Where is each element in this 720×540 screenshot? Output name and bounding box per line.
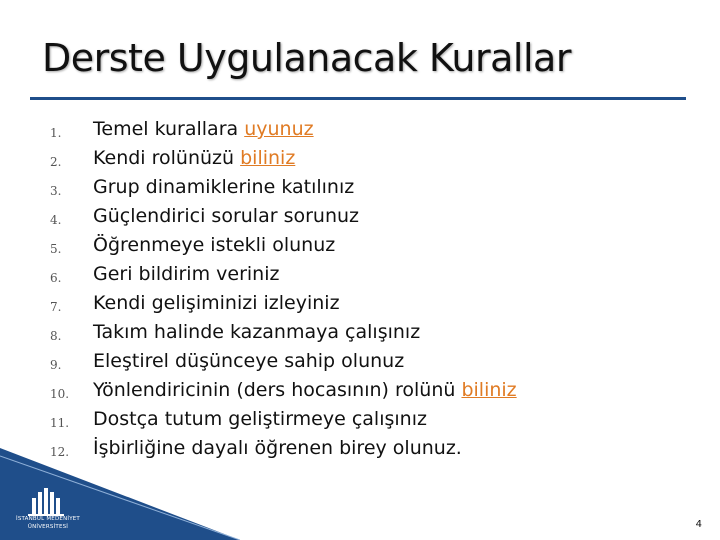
list-item-text [93, 147, 295, 169]
list-item-link[interactable]: biliniz [240, 147, 296, 169]
list-item [0, 379, 720, 408]
page-number: 4 [695, 519, 702, 530]
list-item-text [93, 234, 335, 256]
list-item-text [93, 292, 340, 314]
list-item [0, 408, 720, 437]
list-item-label: Güçlendirici sorular sorunuz [93, 205, 359, 227]
logo-text-line1: İSTANBUL MEDENİYET [16, 516, 80, 522]
list-item-number: 7. [50, 300, 62, 314]
list-item-label: Geri bildirim veriniz [93, 263, 280, 285]
list-item-number: 10. [50, 387, 70, 401]
list-item [0, 292, 720, 321]
list-item [0, 234, 720, 263]
list-item-number: 6. [50, 271, 62, 285]
list-item [0, 350, 720, 379]
list-item-text [93, 263, 279, 285]
list-item-label: Takım halinde kazanmaya çalışınız [93, 321, 421, 343]
list-item-number: 9. [50, 358, 62, 372]
list-item-text [93, 176, 354, 198]
list-item-number: 8. [50, 329, 62, 343]
slide-title: Derste Uygulanacak Kurallar [42, 36, 571, 80]
logo-columns-icon [8, 488, 88, 516]
list-item-number: 5. [50, 242, 62, 256]
list-item-label: Yönlendiricinin (ders hocasının) rolünü [93, 379, 462, 401]
list-item [0, 147, 720, 176]
logo-text-line2: ÜNİVERSİTESİ [27, 524, 69, 530]
list-item-label: İşbirliğine dayalı öğrenen birey olunuz. [93, 437, 462, 459]
list-item-text [93, 205, 359, 227]
list-item-label: Öğrenmeye istekli olunuz [93, 234, 336, 256]
list-item-text [93, 379, 517, 401]
list-item-text [93, 118, 314, 140]
list-item-text [93, 408, 427, 430]
list-item-link[interactable]: uyunuz [244, 118, 314, 140]
list-item [0, 205, 720, 234]
list-item [0, 263, 720, 292]
list-item-number: 1. [50, 126, 62, 140]
list-item-label: Grup dinamiklerine katılınız [93, 176, 355, 198]
university-logo [8, 488, 88, 530]
list-item [0, 176, 720, 205]
list-item [0, 321, 720, 350]
list-item-number: 2. [50, 155, 62, 169]
list-item-label: Kendi rolünüzü [93, 147, 241, 169]
list-item-label: Temel kurallara [93, 118, 245, 140]
list-item-link[interactable]: biliniz [461, 379, 517, 401]
list-item-text [93, 321, 420, 343]
list-item-number: 12. [50, 445, 70, 459]
title-underline [30, 97, 686, 100]
list-item-number: 3. [50, 184, 62, 198]
list-item-label: Kendi gelişiminizi izleyiniz [93, 292, 340, 314]
list-item-label: Dostça tutum geliştirmeye çalışınız [93, 408, 427, 430]
list-item-number: 11. [50, 416, 70, 430]
list-item-number: 4. [50, 213, 62, 227]
list-item-text [93, 350, 404, 372]
list-item [0, 118, 720, 147]
list-item-label: Eleştirel düşünceye sahip olunuz [93, 350, 405, 372]
